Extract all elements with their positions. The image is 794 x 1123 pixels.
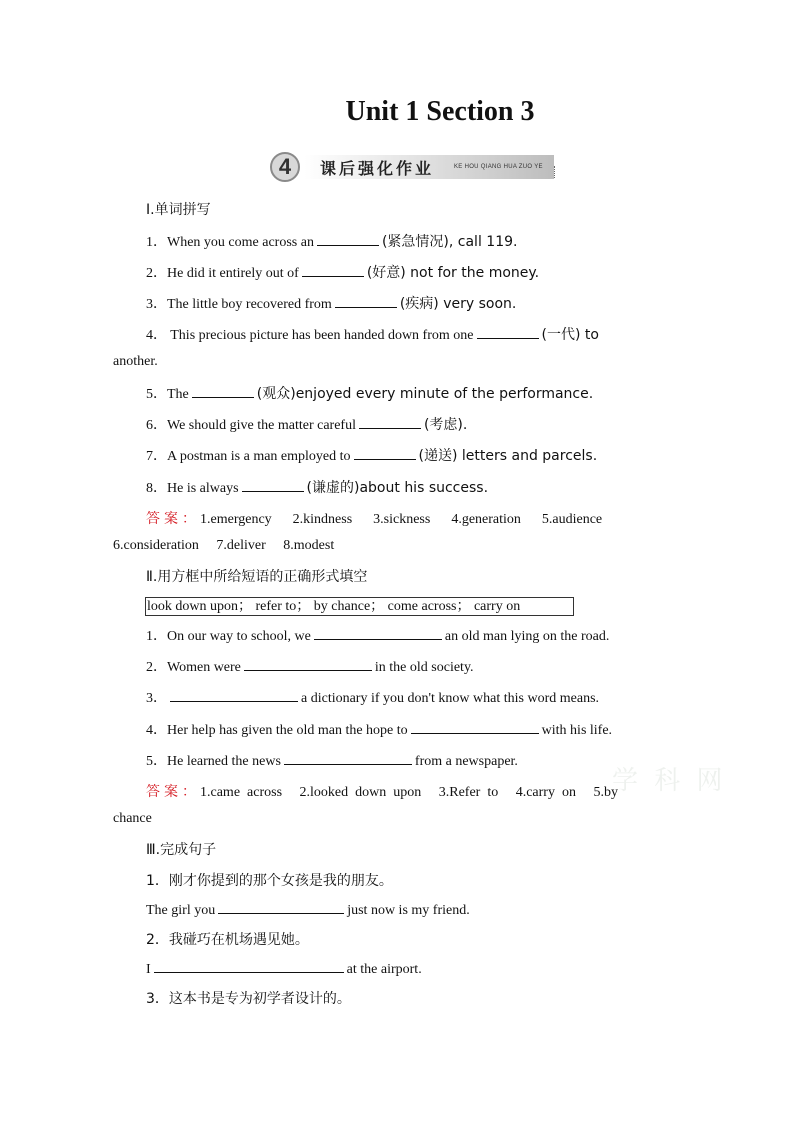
s1-item-3: 3．The little boy recovered from (疾病) very soon. <box>146 296 517 312</box>
s1-item-8: 8．He is always (谦虚的)about his success. <box>146 480 489 496</box>
s1-item-4-cont: another. <box>113 354 158 369</box>
watermark-text: 学 科 网 <box>612 766 727 796</box>
s3-question-3: 3．这本书是专为初学者设计的。 <box>146 991 351 1007</box>
s2-answer: 答案：1.came across 2.looked down upon 3.Refer to 4.carry on 5.by <box>146 784 618 800</box>
s2-answer-cont: chance <box>113 811 152 826</box>
s1-answer: 答案：1.emergency 2.kindness 3.sickness 4.generation 5.audience <box>146 511 603 527</box>
s2-item-5: 5．He learned the news from a newspaper. <box>146 750 518 770</box>
phrase-box: look down upon； refer to； by chance； come across； carry on <box>145 597 574 616</box>
section1-heading: Ⅰ.单词拼写 <box>146 202 211 218</box>
s1-item-2: 2．He did it entirely out of (好意) not for the money. <box>146 265 540 281</box>
banner-bar <box>304 155 554 179</box>
section3-heading: Ⅲ.完成句子 <box>146 842 217 858</box>
s1-item-7: 7．A postman is a man employed to (递送) letters and parcels. <box>146 448 598 464</box>
banner-edge-mark <box>554 166 559 178</box>
s1-answer-cont: 6.consideration 7.deliver 8.modest <box>113 538 335 553</box>
banner-subtitle: KE HOU QIANG HUA ZUO YE <box>454 164 543 170</box>
answer-label: 答案： <box>146 511 200 527</box>
banner-title: 课后强化作业 <box>320 159 435 178</box>
s3-question-1: 1．刚才你提到的那个女孩是我的朋友。 <box>146 873 393 889</box>
answer-label: 答案： <box>146 784 200 800</box>
s2-item-3: 3． a dictionary if you don't know what this word means. <box>146 687 599 707</box>
s2-item-2: 2．Women were in the old society. <box>146 656 474 676</box>
s3-question-2: 2．我碰巧在机场遇见她。 <box>146 932 309 948</box>
homework-banner <box>270 152 560 182</box>
s1-item-5: 5．The (观众)enjoyed every minute of the performance. <box>146 386 594 402</box>
s3-answer-line-2: I at the airport. <box>146 959 422 978</box>
s2-item-4: 4．Her help has given the old man the hope to with his life. <box>146 719 612 739</box>
section2-heading: Ⅱ.用方框中所给短语的正确形式填空 <box>146 569 368 585</box>
s3-answer-line-1: The girl you just now is my friend. <box>146 900 470 919</box>
banner-number-badge: 4 <box>270 152 300 182</box>
s1-item-4: 4． This precious picture has been handed down from one (一代) to <box>146 327 599 343</box>
page-title: Unit 1 Section 3 <box>345 96 535 127</box>
s2-item-1: 1．On our way to school, we an old man lying on the road. <box>146 625 609 645</box>
s1-item-6: 6．We should give the matter careful (考虑). <box>146 417 468 433</box>
s1-item-1: 1．When you come across an (紧急情况), call 119. <box>146 234 518 250</box>
